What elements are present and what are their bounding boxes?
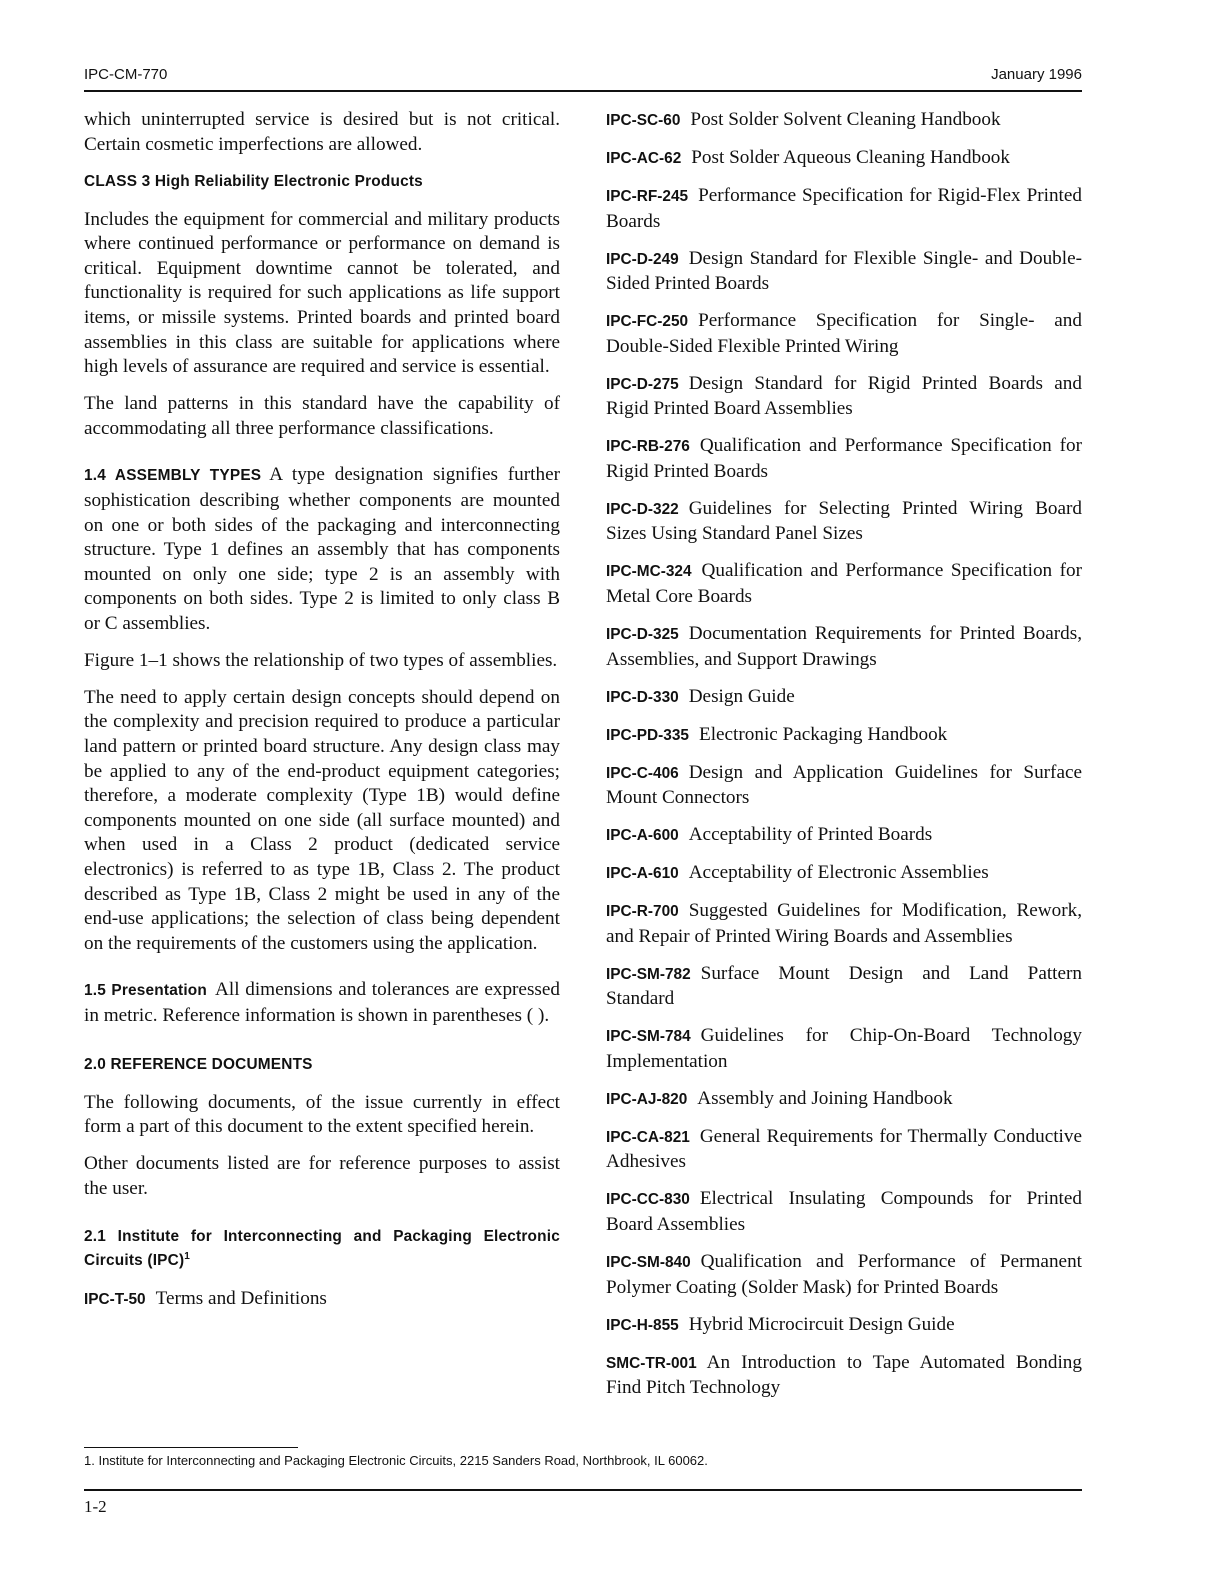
reference-title: Design Guide: [688, 685, 795, 707]
reference-item: [606, 685, 1082, 711]
reference-title: Qualification and Performance of Permanent Polymer Coating (Solder Mask) for Printed Boards: [606, 1250, 1082, 1298]
reference-code: IPC-AJ-820: [606, 1090, 688, 1108]
reference-item: [606, 146, 1082, 172]
intro-paragraph: which uninterrupted service is desired but is not critical. Certain cosmetic imperfections are allowed.: [84, 109, 560, 155]
right-column: [606, 108, 1082, 1413]
running-footer: [84, 1489, 1082, 1516]
reference-code: IPC-AC-62: [606, 149, 682, 167]
reference-code: IPC-RF-245: [606, 187, 689, 205]
reference-code: IPC-RB-276: [606, 438, 690, 456]
reference-title: Post Solder Aqueous Cleaning Handbook: [691, 146, 1010, 168]
reference-docs-paragraph: The following documents, of the issue currently in effect form a part of this document to the extent specified herein.: [84, 1091, 560, 1138]
reference-code: IPC-D-249: [606, 250, 679, 268]
section-1-4-text: A type designation signifies further sophistication describing whether components are mounted on one or both sides of the packaging and interconnecting structure. Type 1 defines an assembly that has components mounted on only one side; type 2 is an assembly with components on both sides. Type 2 is limited to only class B or C assemblies.: [84, 464, 560, 634]
section-1-5-paragraph: [84, 978, 560, 1028]
reference-item: [606, 622, 1082, 672]
reference-title: Design Standard for Flexible Single- and Double-Sided Printed Boards: [606, 247, 1082, 295]
design-concepts-paragraph: The need to apply certain design concepts should depend on the complexity and precision required to produce a particular land pattern or printed board structure. Any design class may be applied to any of the end-product equipment categories; therefore, a moderate complexity (Type 1B) would define components mounted on one side (all surface mounted) and when used in a Class 2 product (dedicated service electronics) is referred to as type 1B, Class 2. The product described as Type 1B, Class 2 might be used in any of the end-use applications; the selection of class being dependent on the requirements of the customers using the application.: [84, 686, 560, 954]
reference-code: SMC-TR-001: [606, 1354, 697, 1372]
reference-code: IPC-FC-250: [606, 313, 689, 331]
reference-item: [606, 372, 1082, 422]
reference-item: [84, 1287, 560, 1313]
reference-item: [606, 1351, 1082, 1401]
reference-item: [606, 434, 1082, 484]
reference-code: IPC-SM-784: [606, 1028, 691, 1046]
reference-title: Electrical Insulating Compounds for Printed Board Assemblies: [606, 1188, 1082, 1235]
section-2-1-heading-text: 2.1 Institute for Interconnecting and Packaging Electronic Circuits (IPC): [84, 1228, 560, 1270]
page-number: 1-2: [84, 1497, 107, 1516]
reference-item: [606, 247, 1082, 297]
reference-title: Assembly and Joining Handbook: [697, 1087, 953, 1109]
reference-item: [606, 497, 1082, 547]
reference-item: [606, 309, 1082, 359]
reference-item: [606, 184, 1082, 234]
reference-code: IPC-A-610: [606, 865, 679, 883]
reference-title: Hybrid Microcircuit Design Guide: [688, 1313, 955, 1335]
reference-item: [606, 1087, 1082, 1113]
reference-item: [606, 899, 1082, 949]
reference-code: IPC-MC-324: [606, 563, 692, 581]
footnote-divider: [84, 1447, 298, 1448]
reference-title: Documentation Requirements for Printed Boards, Assemblies, and Support Drawings: [606, 623, 1082, 670]
reference-code: IPC-SM-782: [606, 965, 691, 983]
reference-item: [606, 559, 1082, 609]
reference-item: [606, 1313, 1082, 1339]
reference-title: Qualification and Performance Specification for Metal Core Boards: [606, 560, 1082, 608]
section-2-1-heading: [84, 1225, 560, 1273]
reference-code: IPC-CC-830: [606, 1191, 690, 1209]
reference-title: Terms and Definitions: [155, 1288, 327, 1310]
reference-code: IPC-CA-821: [606, 1128, 690, 1146]
class3-paragraph: Includes the equipment for commercial and military products where continued performance or performance on demand is critical. Equipment downtime cannot be tolerated, and functionality is required for such applications as life support items, or missile systems. Printed boards and printed board assemblies in this class are suitable for applications where high levels of assurance are required and service is essential.: [84, 208, 560, 378]
reference-code: IPC-D-275: [606, 375, 679, 393]
section-1-4-paragraph: [84, 463, 560, 636]
reference-code: IPC-D-330: [606, 688, 679, 706]
reference-item: [606, 962, 1082, 1012]
reference-code: IPC-SM-840: [606, 1253, 691, 1271]
reference-title: Guidelines for Selecting Printed Wiring Board Sizes Using Standard Panel Sizes: [606, 497, 1082, 545]
footnote: 1. Institute for Interconnecting and Packaging Electronic Circuits, 2215 Sanders Road, Northbrook, IL 60062.: [84, 1453, 708, 1468]
reference-title: Qualification and Performance Specification for Rigid Printed Boards: [606, 435, 1082, 482]
figure-reference-paragraph: Figure 1–1 shows the relationship of two types of assemblies.: [84, 649, 558, 671]
reference-item: [606, 823, 1082, 849]
reference-title: Performance Specification for Rigid-Flex Printed Boards: [606, 184, 1082, 232]
reference-title: Acceptability of Printed Boards: [688, 824, 933, 846]
reference-code: IPC-D-322: [606, 500, 679, 518]
class3-heading: CLASS 3 High Reliability Electronic Products: [84, 172, 423, 190]
document-date: January 1996: [991, 66, 1082, 83]
other-docs-paragraph: Other documents listed are for reference purposes to assist the user.: [84, 1153, 560, 1199]
reference-item: [606, 761, 1082, 811]
reference-code: IPC-SC-60: [606, 112, 681, 129]
reference-title: Electronic Packaging Handbook: [698, 723, 948, 745]
reference-title: Acceptability of Electronic Assemblies: [688, 862, 989, 884]
left-column: [84, 108, 560, 1325]
footnote-marker[interactable]: 1: [184, 1251, 191, 1263]
running-header: [84, 64, 1082, 92]
reference-title: Suggested Guidelines for Modification, Rework, and Repair of Printed Wiring Boards and Assemblies: [606, 900, 1082, 947]
reference-title: Surface Mount Design and Land Pattern Standard: [606, 962, 1082, 1010]
reference-item: [606, 861, 1082, 887]
reference-item: [606, 108, 1082, 134]
reference-item: [606, 1187, 1082, 1237]
section-1-5-text: All dimensions and tolerances are expressed in metric. Reference information is shown in parentheses ( ).: [84, 979, 560, 1026]
document-id: IPC-CM-770: [84, 66, 168, 83]
reference-item: [606, 1024, 1082, 1074]
reference-title: Design and Application Guidelines for Surface Mount Connectors: [606, 761, 1082, 809]
reference-item: [606, 1125, 1082, 1175]
land-patterns-paragraph: The land patterns in this standard have the capability of accommodating all three performance classifications.: [84, 393, 560, 439]
reference-title: Design Standard for Rigid Printed Boards and Rigid Printed Board Assemblies: [606, 372, 1082, 420]
section-1-4-heading: 1.4 ASSEMBLY TYPES: [84, 467, 262, 485]
section-2-0-heading: 2.0 REFERENCE DOCUMENTS: [84, 1055, 313, 1073]
reference-title: Guidelines for Chip-On-Board Technology Implementation: [606, 1025, 1082, 1072]
reference-title: An Introduction to Tape Automated Bonding Find Pitch Technology: [606, 1351, 1082, 1399]
reference-title: General Requirements for Thermally Conductive Adhesives: [606, 1125, 1082, 1173]
reference-code: IPC-D-325: [606, 626, 679, 644]
reference-code: IPC-H-855: [606, 1316, 679, 1334]
reference-code: IPC-PD-335: [606, 726, 689, 744]
reference-code: IPC-T-50: [84, 1291, 146, 1309]
reference-title: Performance Specification for Single- and Double-Sided Flexible Printed Wiring: [606, 310, 1082, 357]
reference-item: [606, 1250, 1082, 1300]
reference-code: IPC-R-700: [606, 903, 679, 921]
reference-code: IPC-C-406: [606, 764, 679, 782]
section-1-5-heading: 1.5 Presentation: [84, 982, 207, 1000]
reference-code: IPC-A-600: [606, 827, 679, 845]
reference-item: [606, 723, 1082, 749]
reference-title: Post Solder Solvent Cleaning Handbook: [690, 109, 1001, 130]
